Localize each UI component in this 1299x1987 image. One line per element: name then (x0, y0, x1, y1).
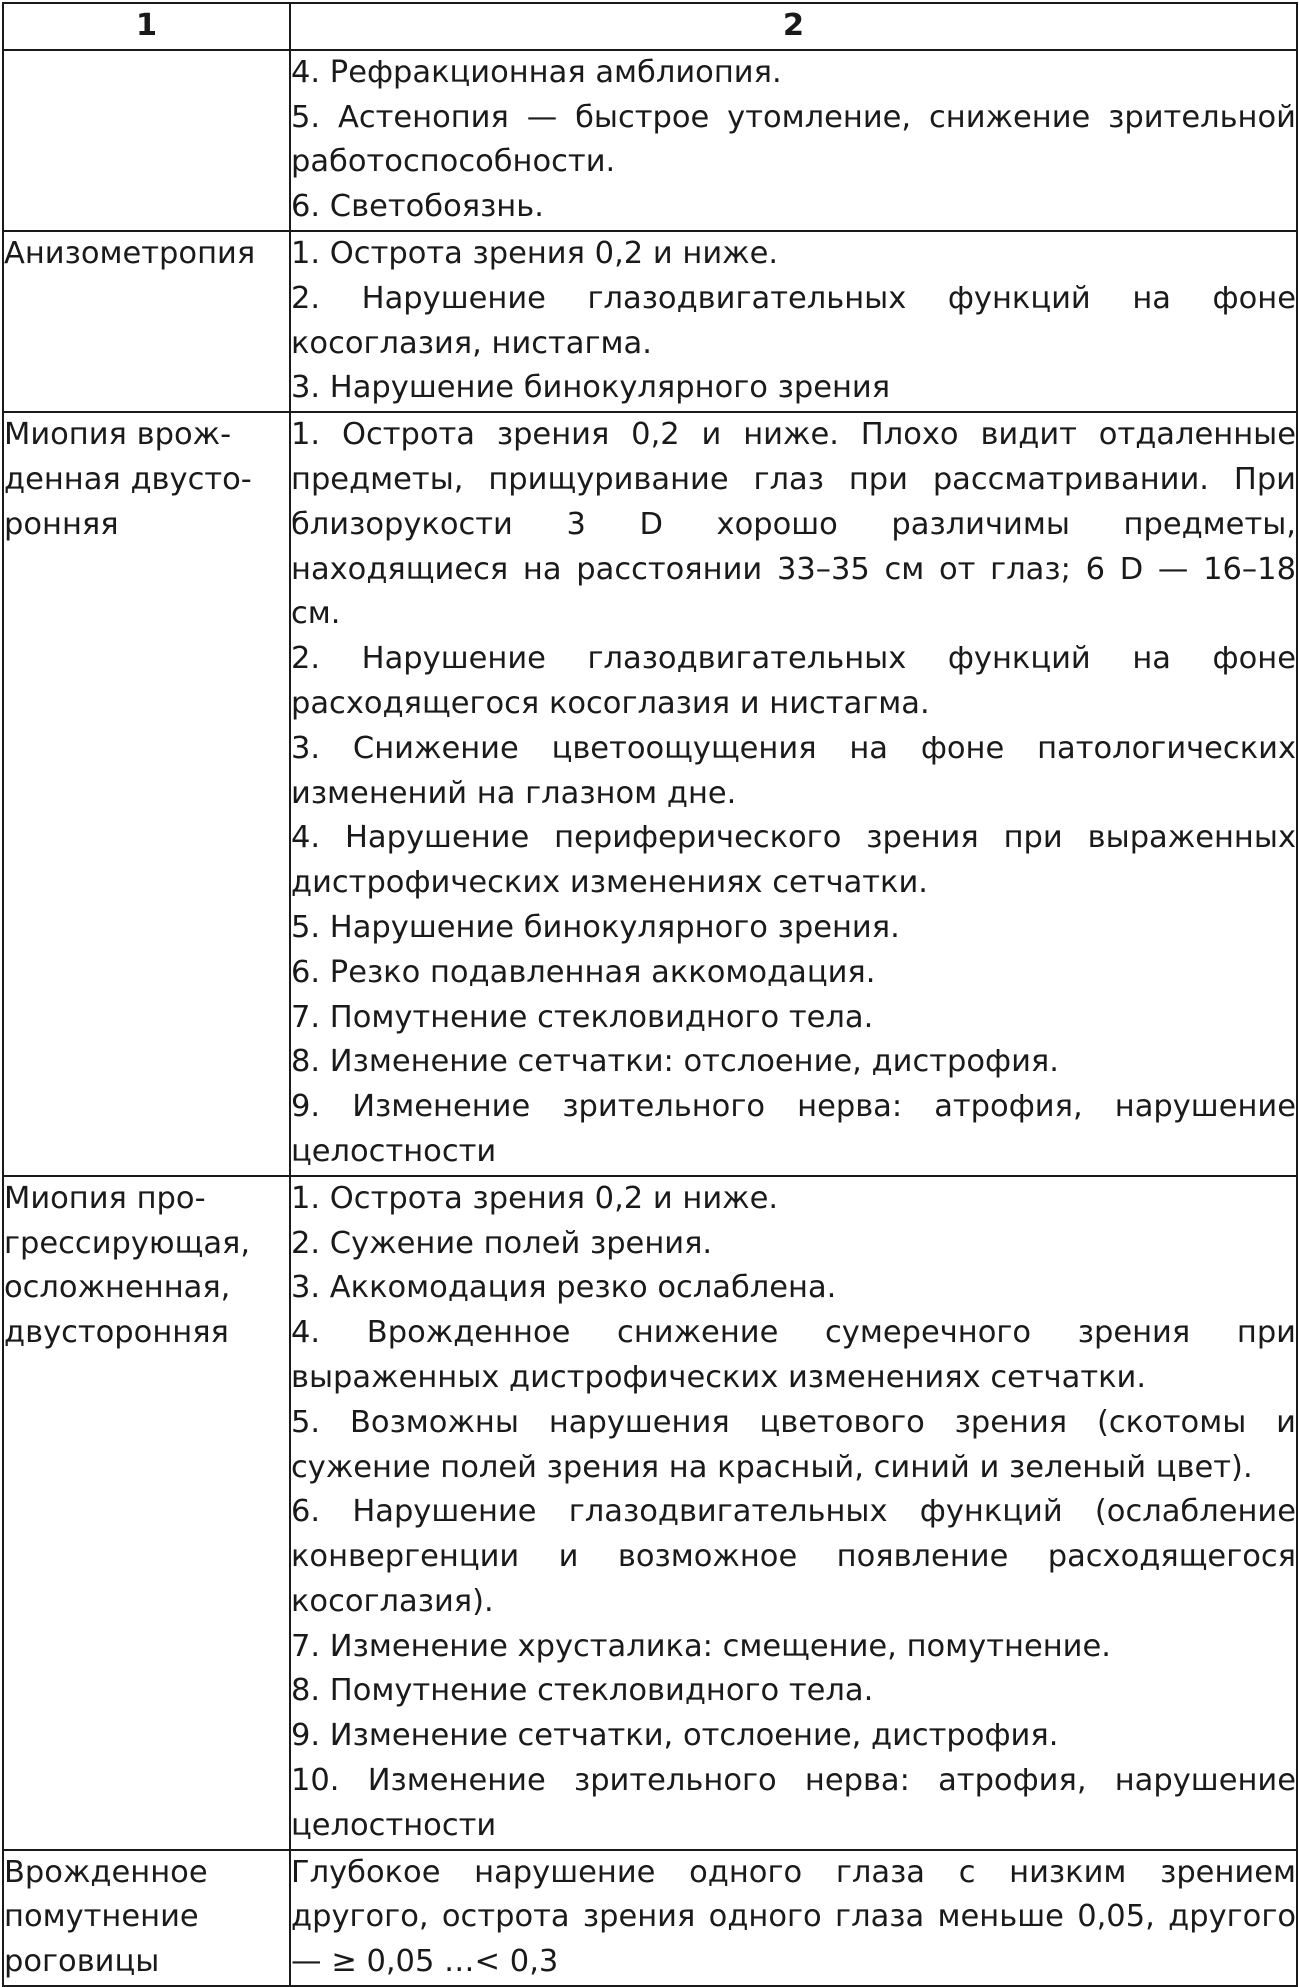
symptom-item: 6. Нарушение глазодвигательных функций (ослабление конвергенции и возможное появление расходящегося косоглазия). (291, 1494, 1296, 1619)
symptom-item: 10. Изменение зрительного нерва: атрофия, нарушение целостности (291, 1763, 1296, 1843)
table-row (3, 231, 1297, 412)
symptom-item: 4. Врожденное снижение сумеречного зрения при выраженных дистрофических изменениях сетчатки. (291, 1315, 1296, 1395)
symptom-item: 3. Снижение цветоощущения на фоне патологических изменений на глазном дне. (291, 730, 1296, 811)
symptoms-cell (290, 1850, 1297, 1986)
symptom-item: 1. Острота зрения 0,2 и ниже. (291, 1180, 779, 1216)
condition-name-line: ронняя (4, 506, 119, 542)
header-col-2: 2 (290, 3, 1297, 50)
condition-name-cell (3, 231, 290, 412)
condition-name-line: помутнение (4, 1899, 199, 1935)
symptom-item: 6. Светобоязнь. (291, 189, 544, 225)
condition-name-cell (3, 412, 290, 1176)
symptoms-cell (290, 50, 1297, 231)
table-row (3, 50, 1297, 231)
symptom-item: 2. Нарушение глазодвигательных функций на фоне расходящегося косоглазия и нистагма. (291, 641, 1296, 721)
symptom-item: 7. Помутнение стекловидного тела. (291, 999, 874, 1035)
table-body (3, 50, 1297, 1986)
symptom-item: 1. Острота зрения 0,2 и ниже. Плохо видит отдаленные предметы, прищуривание глаз при рассматривании. При близорукости 3 D хорошо различимы предметы, находящиеся на расстоянии 33–35 см от глаз; 6 D — 16–18 см. (291, 417, 1296, 632)
symptom-item: 9. Изменение сетчатки, отслоение, дистрофия. (291, 1718, 1059, 1754)
condition-name-line: денная двусто- (4, 461, 252, 497)
symptom-item: 1. Острота зрения 0,2 и ниже. (291, 235, 779, 271)
symptom-item: 6. Резко подавленная аккомодация. (291, 954, 876, 990)
symptoms-cell (290, 412, 1297, 1176)
symptom-item: Глубокое нарушение одного глаза с низким зрением другого, острота зрения одного глаза меньше 0,05, другого — ≥ 0,05 …< 0,3 (291, 1854, 1296, 1980)
symptoms-cell (290, 1176, 1297, 1850)
symptom-item: 7. Изменение хрусталика: смещение, помутнение. (291, 1628, 1111, 1664)
diagnosis-table (2, 2, 1298, 1987)
condition-name-line: грессирующая, (4, 1225, 251, 1261)
header-row (3, 3, 1297, 50)
symptom-item: 3. Нарушение бинокулярного зрения (291, 370, 891, 406)
condition-name-line: Миопия про- (4, 1180, 206, 1216)
table-row (3, 1176, 1297, 1850)
condition-name-line: осложненная, (4, 1270, 231, 1306)
symptom-item: 5. Нарушение бинокулярного зрения. (291, 909, 900, 945)
condition-name-line: роговицы (4, 1944, 160, 1980)
header-col-1: 1 (3, 3, 290, 50)
condition-name-line: Миопия врож- (4, 417, 232, 453)
condition-name-cell (3, 50, 290, 231)
symptom-item: 4. Нарушение периферического зрения при выраженных дистрофических изменениях сетчатки. (291, 820, 1296, 901)
symptom-item: 8. Изменение сетчатки: отслоение, дистрофия. (291, 1044, 1059, 1080)
symptom-item: 2. Сужение полей зрения. (291, 1225, 713, 1261)
symptom-item: 2. Нарушение глазодвигательных функций на фоне косоглазия, нистагма. (291, 280, 1296, 361)
condition-name-line: двусторонняя (4, 1315, 229, 1351)
symptom-item: 3. Аккомодация резко ослаблена. (291, 1270, 837, 1306)
symptom-item: 4. Рефракционная амблиопия. (291, 54, 782, 90)
condition-name-line: Врожденное (4, 1854, 208, 1890)
condition-name-line: Анизометропия (4, 235, 256, 271)
condition-name-cell (3, 1176, 290, 1850)
table-row (3, 1850, 1297, 1986)
symptom-item: 5. Астенопия — быстрое утомление, снижение зрительной работоспособности. (291, 99, 1296, 180)
symptom-item: 8. Помутнение стекловидного тела. (291, 1673, 874, 1709)
table-row (3, 412, 1297, 1176)
symptom-item: 9. Изменение зрительного нерва: атрофия, нарушение целостности (291, 1089, 1296, 1169)
condition-name-cell (3, 1850, 290, 1986)
symptoms-cell (290, 231, 1297, 412)
symptom-item: 5. Возможны нарушения цветового зрения (скотомы и сужение полей зрения на красный, синий и зеленый цвет). (291, 1404, 1296, 1485)
